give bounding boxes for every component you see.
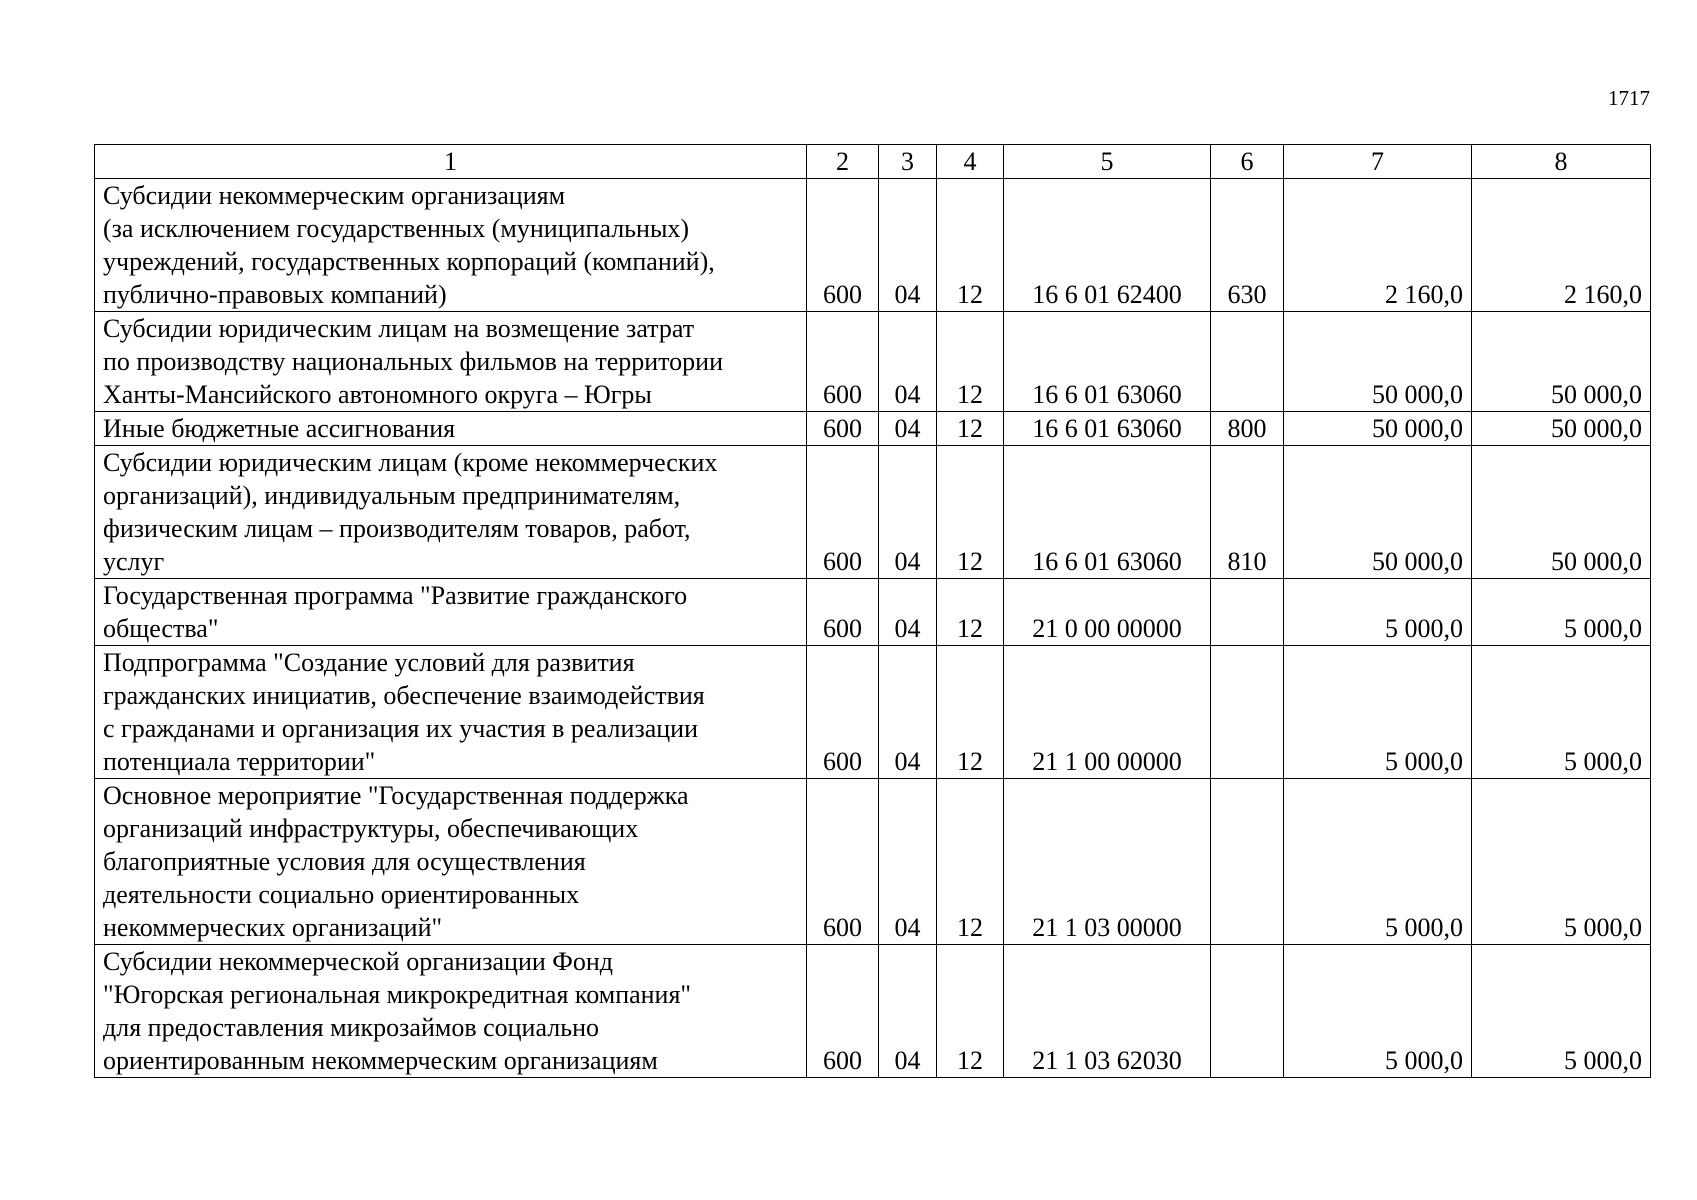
row-col-7: 50 000,0	[1284, 312, 1472, 412]
row-col-2: 600	[807, 646, 879, 779]
row-name: Подпрограмма "Создание условий для развития гражданских инициатив, обеспечение взаимодействия с гражданами и организация их участия в реализации потенциала территории"	[95, 646, 807, 779]
row-col-4: 12	[937, 579, 1004, 646]
row-col-5: 21 1 03 00000	[1004, 779, 1211, 945]
row-name: Субсидии юридическим лицам на возмещение затрат по производству национальных фильмов на территории Ханты-Мансийского автономного округа – Югры	[95, 312, 807, 412]
table-row	[95, 446, 1651, 579]
row-col-5: 21 1 03 62030	[1004, 945, 1211, 1078]
table-row	[95, 579, 1651, 646]
row-name: Государственная программа "Развитие гражданского общества"	[95, 579, 807, 646]
row-col-3: 04	[879, 312, 937, 412]
row-col-3: 04	[879, 446, 937, 579]
row-col-5: 16 6 01 62400	[1004, 179, 1211, 312]
row-col-7: 50 000,0	[1284, 412, 1472, 446]
row-col-6: 810	[1211, 446, 1284, 579]
row-col-2: 600	[807, 312, 879, 412]
row-col-3: 04	[879, 179, 937, 312]
table-row	[95, 312, 1651, 412]
row-col-8: 5 000,0	[1472, 646, 1651, 779]
column-header: 5	[1004, 145, 1211, 179]
row-col-5: 16 6 01 63060	[1004, 412, 1211, 446]
budget-table	[94, 144, 1651, 1078]
row-col-2: 600	[807, 179, 879, 312]
row-col-2: 600	[807, 579, 879, 646]
row-col-4: 12	[937, 312, 1004, 412]
row-col-6	[1211, 945, 1284, 1078]
row-col-4: 12	[937, 945, 1004, 1078]
row-col-3: 04	[879, 779, 937, 945]
row-col-8: 5 000,0	[1472, 945, 1651, 1078]
row-col-6: 630	[1211, 179, 1284, 312]
row-col-6	[1211, 646, 1284, 779]
row-col-4: 12	[937, 446, 1004, 579]
row-col-2: 600	[807, 446, 879, 579]
row-col-4: 12	[937, 646, 1004, 779]
row-col-7: 50 000,0	[1284, 446, 1472, 579]
row-name: Субсидии юридическим лицам (кроме некоммерческих организаций), индивидуальным предпринимателям, физическим лицам – производителям товаров, работ, услуг	[95, 446, 807, 579]
row-col-6	[1211, 579, 1284, 646]
row-col-5: 16 6 01 63060	[1004, 446, 1211, 579]
row-col-6: 800	[1211, 412, 1284, 446]
row-col-6	[1211, 779, 1284, 945]
table-row	[95, 945, 1651, 1078]
row-col-8: 50 000,0	[1472, 446, 1651, 579]
column-header: 6	[1211, 145, 1284, 179]
row-col-2: 600	[807, 945, 879, 1078]
column-header: 4	[937, 145, 1004, 179]
table-row	[95, 646, 1651, 779]
row-col-7: 5 000,0	[1284, 779, 1472, 945]
page-number: 1717	[1608, 86, 1650, 110]
column-header: 3	[879, 145, 937, 179]
row-col-8: 5 000,0	[1472, 579, 1651, 646]
row-col-8: 5 000,0	[1472, 779, 1651, 945]
row-col-3: 04	[879, 412, 937, 446]
row-col-4: 12	[937, 779, 1004, 945]
table-header-row	[95, 145, 1651, 179]
row-name: Иные бюджетные ассигнования	[95, 412, 807, 446]
row-col-5: 21 0 00 00000	[1004, 579, 1211, 646]
row-col-4: 12	[937, 412, 1004, 446]
row-col-7: 2 160,0	[1284, 179, 1472, 312]
row-col-7: 5 000,0	[1284, 646, 1472, 779]
row-col-5: 16 6 01 63060	[1004, 312, 1211, 412]
column-header: 8	[1472, 145, 1651, 179]
row-col-4: 12	[937, 179, 1004, 312]
row-col-3: 04	[879, 579, 937, 646]
column-header: 7	[1284, 145, 1472, 179]
row-col-3: 04	[879, 646, 937, 779]
row-col-8: 2 160,0	[1472, 179, 1651, 312]
row-col-2: 600	[807, 779, 879, 945]
row-col-8: 50 000,0	[1472, 412, 1651, 446]
table-row	[95, 179, 1651, 312]
table-row	[95, 412, 1651, 446]
row-col-5: 21 1 00 00000	[1004, 646, 1211, 779]
row-col-8: 50 000,0	[1472, 312, 1651, 412]
column-header: 2	[807, 145, 879, 179]
row-col-6	[1211, 312, 1284, 412]
column-header: 1	[95, 145, 807, 179]
table-row	[95, 779, 1651, 945]
row-col-2: 600	[807, 412, 879, 446]
row-col-3: 04	[879, 945, 937, 1078]
row-name: Основное мероприятие "Государственная поддержка организаций инфраструктуры, обеспечивающих благоприятные условия для осуществления деятельности социально ориентированных некоммерческих организаций"	[95, 779, 807, 945]
row-col-7: 5 000,0	[1284, 579, 1472, 646]
row-name: Субсидии некоммерческим организациям (за исключением государственных (муниципальных) учреждений, государственных корпораций (компаний), публично-правовых компаний)	[95, 179, 807, 312]
row-name: Субсидии некоммерческой организации Фонд "Югорская региональная микрокредитная компания" для предоставления микрозаймов социально ориентированным некоммерческим организациям	[95, 945, 807, 1078]
row-col-7: 5 000,0	[1284, 945, 1472, 1078]
